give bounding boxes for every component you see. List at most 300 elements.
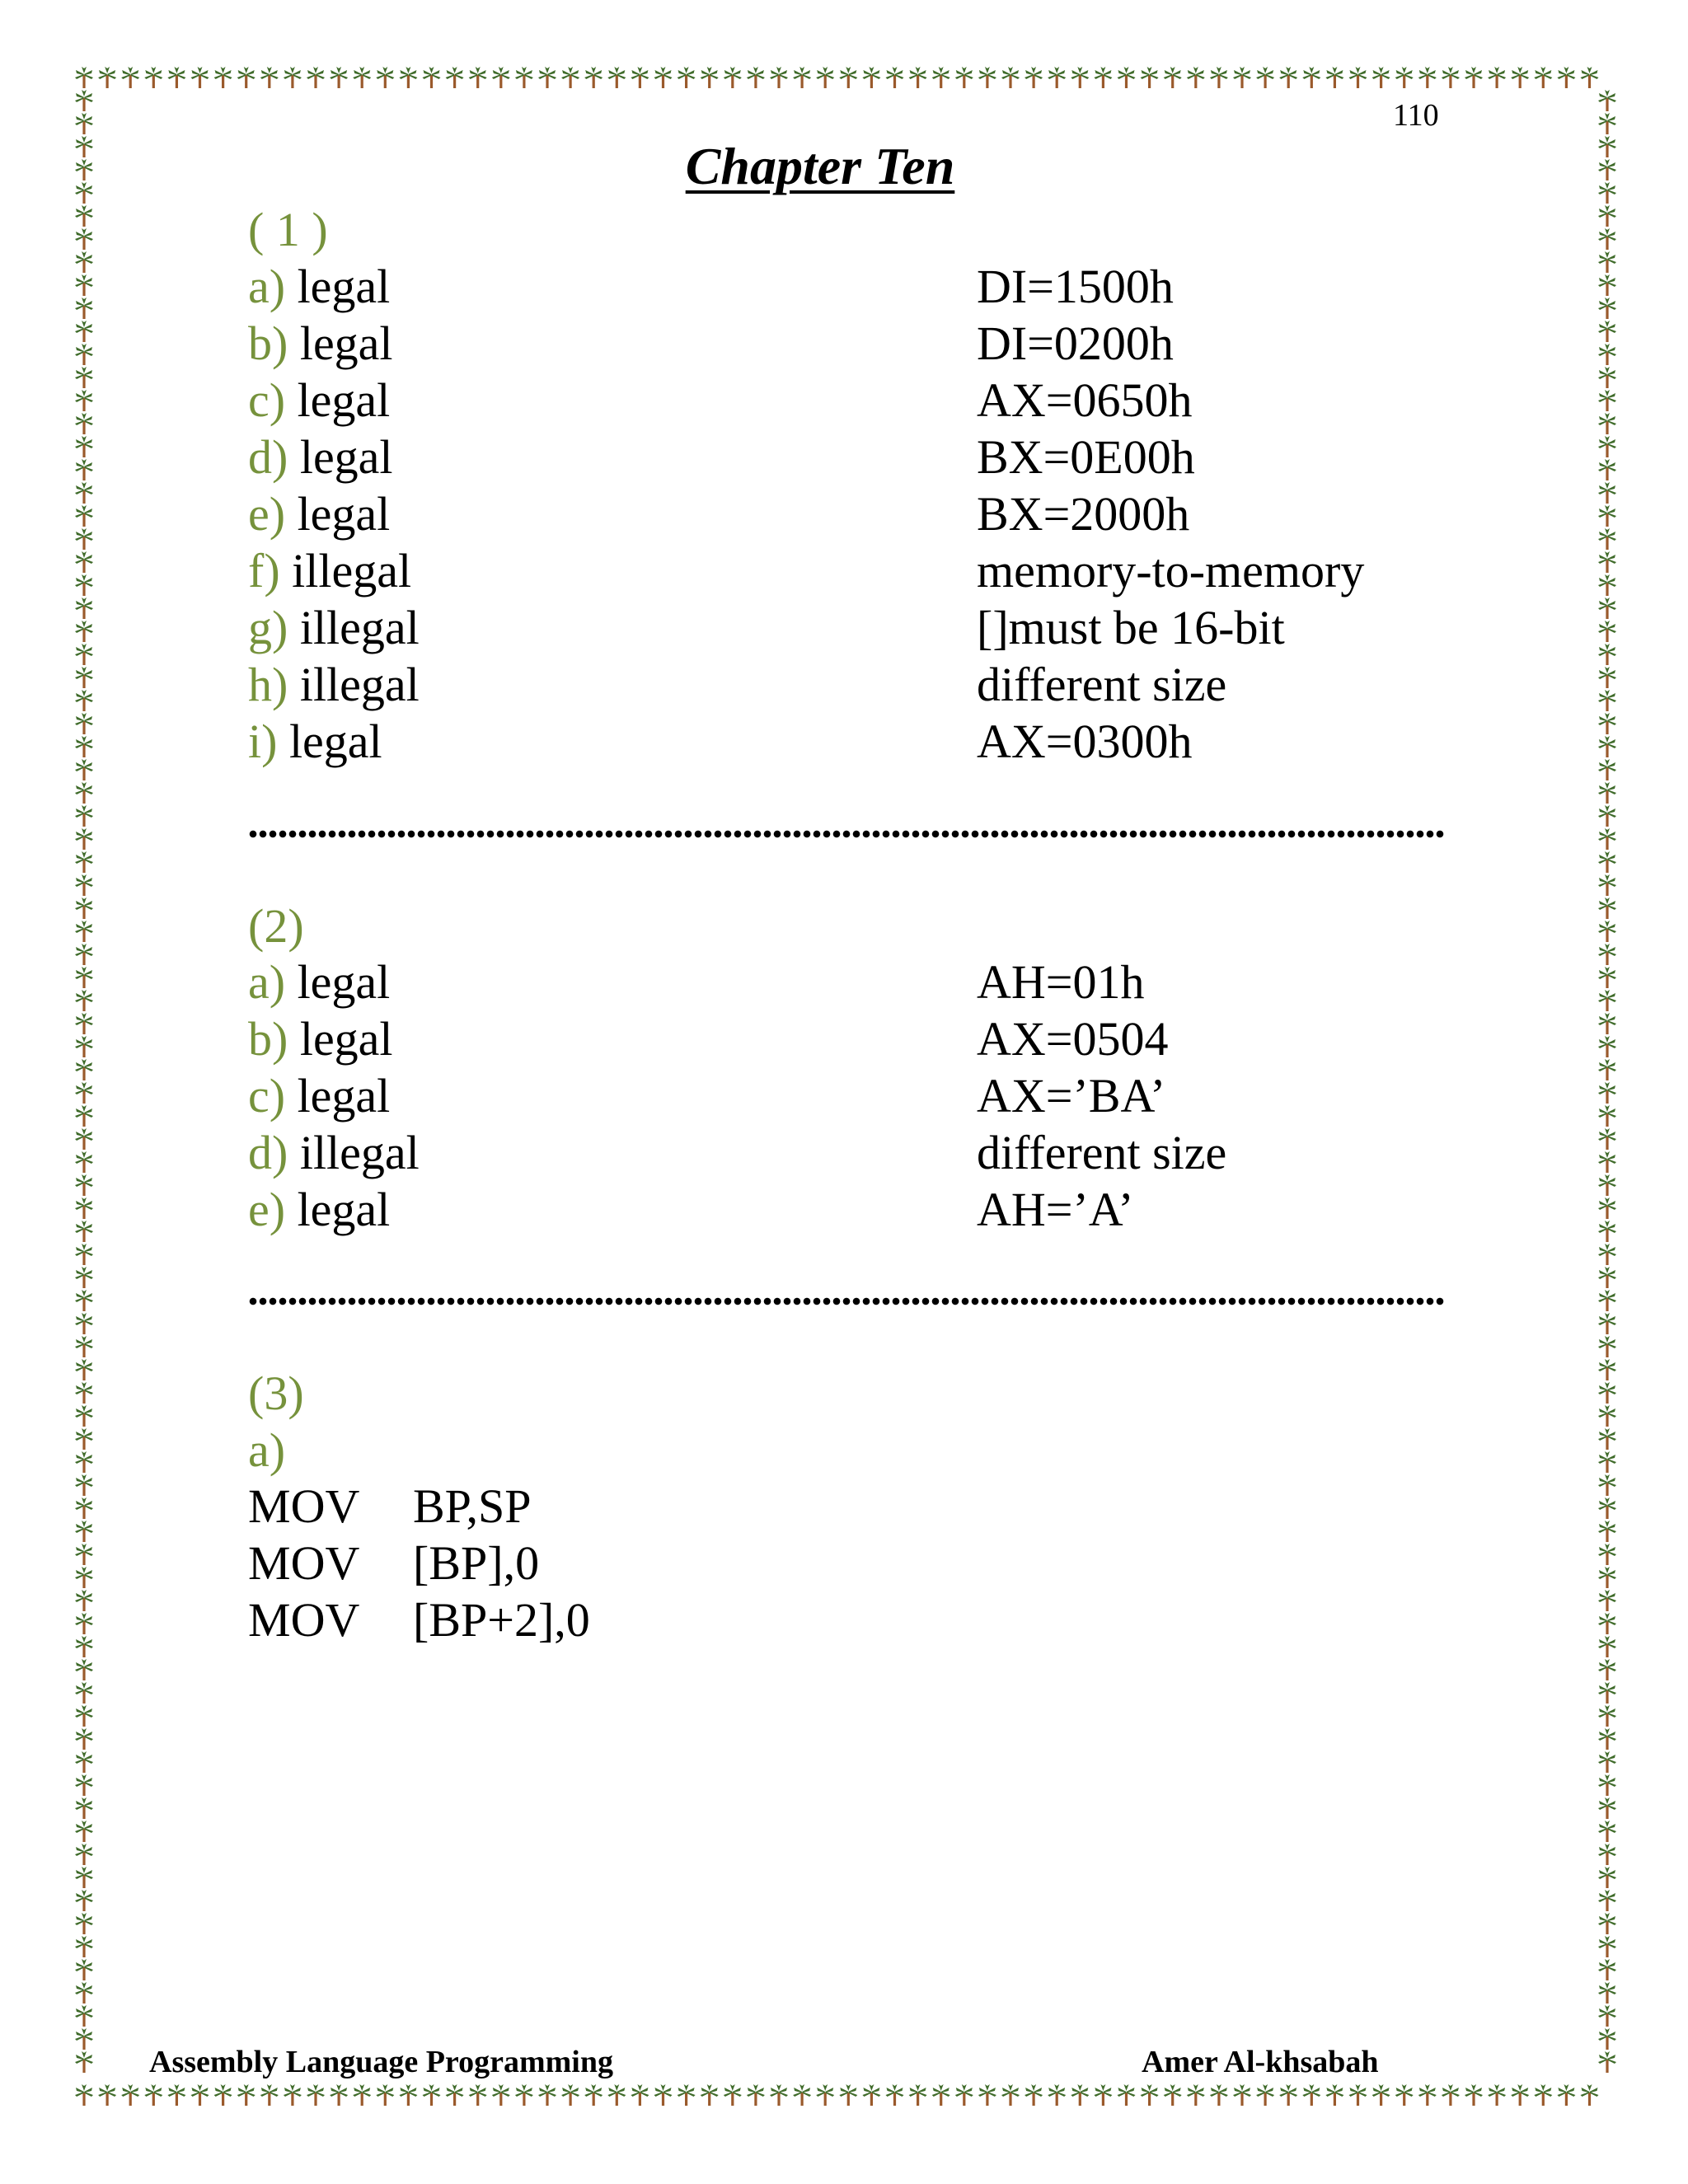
palm-tree-ornament: [538, 67, 556, 88]
palm-tree-ornament: [423, 2084, 441, 2106]
palm-tree-ornament: [955, 2084, 973, 2106]
palm-tree-ornament: [1118, 67, 1136, 88]
palm-tree-ornament: [214, 67, 232, 88]
palm-tree-ornament: [1598, 1359, 1616, 1380]
palm-tree-ornament: [1325, 67, 1343, 88]
palm-tree-ornament: [1048, 2084, 1066, 2106]
palm-tree-ornament: [330, 67, 348, 88]
palm-tree-ornament: [1302, 2084, 1320, 2106]
palm-tree-ornament: [1598, 274, 1616, 296]
palm-tree-ornament: [75, 1982, 93, 2004]
palm-tree-ornament: [75, 205, 93, 227]
palm-tree-ornament: [75, 1451, 93, 1473]
palm-tree-ornament: [1279, 2084, 1297, 2106]
palm-tree-ornament: [1598, 921, 1616, 942]
dotted-separator: [248, 829, 1445, 839]
palm-tree-ornament: [1349, 2084, 1367, 2106]
palm-tree-ornament: [1442, 2084, 1460, 2106]
palm-tree-ornament: [631, 67, 649, 88]
palm-tree-ornament: [330, 2084, 348, 2106]
palm-tree-ornament: [1598, 1521, 1616, 1542]
palm-tree-ornament: [75, 782, 93, 804]
palm-tree-ornament: [75, 1890, 93, 1911]
palm-tree-ornament: [1598, 413, 1616, 434]
palm-tree-ornament: [1598, 1636, 1616, 1657]
item-letter: b): [248, 1012, 288, 1066]
item-verdict: legal: [297, 373, 391, 427]
palm-tree-ornament: [1598, 1059, 1616, 1080]
answer-row-1g: [248, 599, 1443, 656]
palm-tree-ornament: [654, 67, 673, 88]
palm-tree-ornament: [399, 67, 417, 88]
palm-tree-ornament: [978, 2084, 996, 2106]
palm-tree-ornament: [98, 2084, 116, 2106]
palm-tree-ornament: [75, 1521, 93, 1542]
palm-tree-ornament: [1598, 1105, 1616, 1127]
palm-tree-ornament: [75, 1382, 93, 1404]
palm-tree-ornament: [816, 2084, 834, 2106]
palm-tree-ornament: [1598, 1013, 1616, 1034]
palm-tree-ornament: [1511, 67, 1529, 88]
palm-tree-ornament: [307, 2084, 325, 2106]
palm-tree-ornament: [747, 67, 765, 88]
item-letter: f): [248, 544, 280, 598]
palm-tree-ornament: [955, 67, 973, 88]
palm-tree-ornament: [75, 1221, 93, 1242]
code-operand: [BP],0: [413, 1536, 540, 1590]
palm-tree-ornament: [75, 621, 93, 642]
code-line-2: [248, 1535, 540, 1591]
palm-tree-ornament: [75, 1359, 93, 1380]
footer-author: Amer Al-khsabah: [1142, 2045, 1379, 2079]
item-letter: c): [248, 1069, 286, 1122]
palm-tree-ornament: [1598, 113, 1616, 134]
palm-tree-ornament: [1598, 390, 1616, 411]
palm-tree-ornament: [816, 67, 834, 88]
palm-tree-ornament: [75, 459, 93, 480]
palm-tree-ornament: [75, 228, 93, 250]
palm-tree-ornament: [75, 1613, 93, 1634]
palm-tree-ornament: [1598, 782, 1616, 804]
palm-tree-ornament: [1598, 1382, 1616, 1404]
palm-tree-ornament: [75, 667, 93, 688]
palm-tree-ornament: [75, 1682, 93, 1704]
palm-tree-ornament: [978, 67, 996, 88]
palm-tree-ornament: [1465, 67, 1483, 88]
palm-tree-ornament: [75, 1267, 93, 1288]
palm-tree-ornament: [75, 2084, 93, 2106]
palm-tree-ornament: [1511, 2084, 1529, 2106]
code-line-1: [248, 1478, 532, 1535]
palm-tree-ornament: [75, 90, 93, 111]
palm-tree-ornament: [1598, 598, 1616, 619]
palm-tree-ornament: [75, 1128, 93, 1150]
palm-tree-ornament: [353, 67, 371, 88]
item-verdict: legal: [297, 955, 391, 1009]
palm-tree-ornament: [1256, 2084, 1274, 2106]
palm-tree-ornament: [75, 1636, 93, 1657]
palm-tree-ornament: [1598, 1151, 1616, 1173]
palm-tree-ornament: [75, 1821, 93, 1842]
palm-tree-ornament: [75, 1244, 93, 1265]
palm-tree-ornament: [1598, 644, 1616, 665]
palm-tree-ornament: [75, 436, 93, 457]
palm-tree-ornament: [770, 2084, 788, 2106]
palm-tree-ornament: [862, 2084, 880, 2106]
footer-book-title: Assembly Language Programming: [149, 2045, 613, 2079]
palm-tree-ornament: [584, 2084, 603, 2106]
palm-tree-ornament: [1598, 2005, 1616, 2027]
palm-tree-ornament: [1598, 1705, 1616, 1727]
palm-tree-ornament: [1071, 2084, 1089, 2106]
item-letter: e): [248, 1183, 286, 1236]
palm-tree-ornament: [1598, 551, 1616, 573]
item-letter: e): [248, 487, 286, 541]
item-result: different size: [977, 1126, 1227, 1179]
code-opcode: MOV: [248, 1536, 360, 1590]
dotted-separator: [248, 1296, 1445, 1306]
palm-tree-ornament: [1164, 67, 1182, 88]
section-2-heading: (2): [248, 899, 304, 953]
palm-tree-ornament: [75, 528, 93, 550]
palm-tree-ornament: [1598, 967, 1616, 988]
palm-tree-ornament: [446, 2084, 464, 2106]
palm-tree-ornament: [75, 1336, 93, 1357]
palm-tree-ornament: [654, 2084, 673, 2106]
palm-tree-ornament: [909, 67, 927, 88]
palm-tree-ornament: [75, 1774, 93, 1796]
palm-tree-ornament: [1279, 67, 1297, 88]
palm-tree-ornament: [492, 2084, 510, 2106]
item-result: DI=1500h: [977, 260, 1174, 313]
palm-tree-ornament: [631, 2084, 649, 2106]
palm-tree-ornament: [1598, 1451, 1616, 1473]
palm-tree-ornament: [1598, 1290, 1616, 1311]
palm-tree-ornament: [284, 2084, 302, 2106]
palm-tree-ornament: [1598, 1890, 1616, 1911]
answer-row-2e: [248, 1181, 1443, 1238]
palm-tree-ornament: [1598, 713, 1616, 734]
palm-tree-ornament: [75, 1405, 93, 1427]
palm-tree-ornament: [75, 2005, 93, 2027]
palm-tree-ornament: [1598, 1405, 1616, 1427]
palm-tree-ornament: [446, 67, 464, 88]
palm-tree-ornament: [1598, 205, 1616, 227]
item-result: different size: [977, 658, 1227, 711]
palm-tree-ornament: [1094, 2084, 1112, 2106]
palm-tree-ornament: [75, 898, 93, 919]
palm-tree-ornament: [75, 1105, 93, 1127]
palm-tree-ornament: [75, 1197, 93, 1219]
palm-tree-ornament: [75, 1313, 93, 1334]
palm-tree-ornament: [886, 2084, 904, 2106]
palm-tree-ornament: [75, 967, 93, 988]
palm-tree-ornament: [1598, 990, 1616, 1011]
code-operand: BP,SP: [413, 1479, 532, 1533]
answer-row-1c: [248, 372, 1443, 429]
palm-tree-ornament: [1598, 1544, 1616, 1565]
palm-tree-ornament: [75, 1867, 93, 1888]
palm-tree-ornament: [1598, 828, 1616, 850]
palm-tree-ornament: [584, 67, 603, 88]
palm-tree-ornament: [1598, 528, 1616, 550]
palm-tree-ornament: [75, 344, 93, 365]
palm-tree-ornament: [75, 1428, 93, 1450]
palm-tree-ornament: [353, 2084, 371, 2106]
palm-tree-ornament: [1598, 898, 1616, 919]
item-letter: d): [248, 430, 288, 484]
chapter-title: Chapter Ten: [685, 137, 955, 195]
palm-tree-ornament: [1302, 67, 1320, 88]
answer-row-2b: [248, 1010, 1443, 1067]
palm-tree-ornament: [75, 598, 93, 619]
palm-tree-ornament: [678, 2084, 696, 2106]
palm-tree-ornament: [423, 67, 441, 88]
palm-tree-ornament: [469, 2084, 487, 2106]
palm-tree-ornament: [75, 113, 93, 134]
palm-tree-ornament: [839, 67, 857, 88]
item-letter: c): [248, 373, 286, 427]
code-opcode: MOV: [248, 1593, 360, 1647]
palm-tree-ornament: [1118, 2084, 1136, 2106]
palm-tree-ornament: [1598, 1728, 1616, 1750]
palm-tree-ornament: [75, 1290, 93, 1311]
item-result: AH=’A’: [977, 1183, 1134, 1236]
palm-tree-ornament: [75, 1544, 93, 1565]
item-verdict: illegal: [299, 601, 420, 654]
item-result: AX=0650h: [977, 373, 1193, 427]
answer-row-1d: [248, 429, 1443, 485]
section-3-heading: (3): [248, 1366, 304, 1420]
palm-tree-ornament: [75, 413, 93, 434]
palm-tree-ornament: [932, 67, 950, 88]
item-result: AX=0504: [977, 1012, 1169, 1066]
answer-row-1b: [248, 315, 1443, 372]
answer-row-2d: [248, 1124, 1443, 1181]
palm-tree-ornament: [75, 298, 93, 319]
palm-tree-ornament: [1488, 67, 1506, 88]
palm-tree-ornament: [1598, 228, 1616, 250]
palm-tree-ornament: [1442, 67, 1460, 88]
palm-tree-ornament: [75, 874, 93, 896]
palm-tree-ornament: [492, 67, 510, 88]
palm-tree-ornament: [1598, 298, 1616, 319]
palm-tree-ornament: [75, 921, 93, 942]
palm-tree-ornament: [1025, 2084, 1043, 2106]
palm-tree-ornament: [75, 1174, 93, 1196]
palm-tree-ornament: [75, 574, 93, 596]
palm-tree-ornament: [1598, 1590, 1616, 1611]
palm-tree-ornament: [75, 1082, 93, 1104]
palm-tree-ornament: [1395, 67, 1414, 88]
palm-tree-ornament: [1598, 1036, 1616, 1057]
item-verdict: legal: [299, 316, 393, 370]
palm-tree-ornament: [75, 274, 93, 296]
palm-tree-ornament: [75, 690, 93, 711]
palm-tree-ornament: [1349, 67, 1367, 88]
item-letter: a): [248, 955, 286, 1009]
palm-tree-ornament: [75, 1567, 93, 1588]
palm-tree-ornament: [1598, 1497, 1616, 1519]
palm-tree-ornament: [75, 1659, 93, 1680]
palm-tree-ornament: [538, 2084, 556, 2106]
palm-tree-ornament: [1598, 1267, 1616, 1288]
palm-tree-ornament: [1325, 2084, 1343, 2106]
palm-tree-ornament: [75, 1959, 93, 1980]
item-result: AX=0300h: [977, 715, 1193, 768]
palm-tree-ornament: [75, 736, 93, 757]
palm-tree-ornament: [701, 2084, 719, 2106]
palm-tree-ornament: [75, 1013, 93, 1034]
palm-tree-ornament: [75, 1474, 93, 1496]
palm-tree-ornament: [75, 1751, 93, 1773]
palm-tree-ornament: [75, 321, 93, 342]
answer-row-1e: [248, 485, 1443, 542]
palm-tree-ornament: [515, 67, 533, 88]
answer-row-1i: [248, 713, 1443, 770]
item-verdict: legal: [297, 260, 391, 313]
palm-tree-ornament: [75, 1036, 93, 1057]
answer-row-2a: [248, 954, 1443, 1010]
item-result: DI=0200h: [977, 316, 1174, 370]
palm-tree-ornament: [237, 67, 256, 88]
palm-tree-ornament: [909, 2084, 927, 2106]
palm-tree-ornament: [75, 1151, 93, 1173]
palm-tree-ornament: [886, 67, 904, 88]
palm-tree-ornament: [260, 2084, 279, 2106]
item-verdict: legal: [297, 1069, 391, 1122]
answer-row-1a: [248, 258, 1443, 315]
palm-tree-ornament: [191, 67, 209, 88]
item-letter: g): [248, 601, 288, 654]
palm-tree-ornament: [678, 67, 696, 88]
palm-tree-ornament: [1598, 805, 1616, 827]
palm-tree-ornament: [75, 67, 93, 88]
palm-tree-ornament: [75, 505, 93, 527]
item-letter: h): [248, 658, 288, 711]
palm-tree-ornament: [607, 67, 626, 88]
palm-tree-ornament: [1418, 2084, 1437, 2106]
palm-tree-ornament: [237, 2084, 256, 2106]
palm-tree-ornament: [1233, 67, 1251, 88]
palm-tree-ornament: [1598, 505, 1616, 527]
palm-tree-ornament: [191, 2084, 209, 2106]
palm-tree-ornament: [75, 759, 93, 780]
palm-tree-ornament: [1001, 67, 1020, 88]
palm-tree-ornament: [1187, 67, 1205, 88]
item-verdict: illegal: [299, 658, 420, 711]
palm-tree-ornament: [1534, 2084, 1552, 2106]
palm-tree-ornament: [75, 251, 93, 273]
palm-tree-ornament: [1598, 944, 1616, 965]
palm-tree-ornament: [1372, 67, 1390, 88]
palm-tree-ornament: [770, 67, 788, 88]
palm-tree-ornament: [1598, 1936, 1616, 1957]
palm-tree-ornament: [1187, 2084, 1205, 2106]
palm-tree-ornament: [1141, 67, 1159, 88]
palm-tree-ornament: [75, 367, 93, 388]
palm-tree-ornament: [1534, 67, 1552, 88]
item-result: AX=’BA’: [977, 1069, 1166, 1122]
palm-tree-ornament: [75, 1797, 93, 1819]
item-verdict: illegal: [299, 1126, 420, 1179]
palm-tree-ornament: [167, 67, 185, 88]
palm-tree-ornament: [1598, 1751, 1616, 1773]
palm-tree-ornament: [607, 2084, 626, 2106]
palm-tree-ornament: [1557, 2084, 1575, 2106]
answer-row-2c: [248, 1067, 1443, 1124]
palm-tree-ornament: [75, 944, 93, 965]
palm-tree-ornament: [1598, 1428, 1616, 1450]
item-verdict: legal: [297, 487, 391, 541]
palm-tree-ornament: [862, 67, 880, 88]
palm-tree-ornament: [1598, 851, 1616, 873]
palm-tree-ornament: [1048, 67, 1066, 88]
palm-tree-ornament: [1598, 1474, 1616, 1496]
palm-tree-ornament: [1598, 321, 1616, 342]
palm-tree-ornament: [121, 67, 139, 88]
palm-tree-ornament: [724, 67, 742, 88]
palm-tree-ornament: [75, 1936, 93, 1957]
palm-tree-ornament: [1598, 1821, 1616, 1842]
palm-tree-ornament: [1598, 1982, 1616, 2004]
code-operand: [BP+2],0: [413, 1593, 590, 1647]
palm-tree-ornament: [724, 2084, 742, 2106]
palm-tree-ornament: [839, 2084, 857, 2106]
palm-tree-ornament: [1598, 1613, 1616, 1634]
palm-tree-ornament: [1598, 1797, 1616, 1819]
item-verdict: legal: [297, 1183, 391, 1236]
palm-tree-ornament: [932, 2084, 950, 2106]
palm-tree-ornament: [1001, 2084, 1020, 2106]
palm-tree-ornament: [75, 1705, 93, 1727]
palm-tree-ornament: [75, 2051, 93, 2073]
palm-tree-ornament: [307, 67, 325, 88]
code-line-3: [248, 1591, 590, 1648]
palm-tree-ornament: [75, 1059, 93, 1080]
palm-tree-ornament: [399, 2084, 417, 2106]
palm-tree-ornament: [515, 2084, 533, 2106]
palm-tree-ornament: [1581, 2084, 1599, 2106]
palm-tree-ornament: [214, 2084, 232, 2106]
palm-tree-ornament: [1598, 1682, 1616, 1704]
palm-tree-ornament: [121, 2084, 139, 2106]
palm-tree-ornament: [1598, 1659, 1616, 1680]
palm-tree-ornament: [1598, 1844, 1616, 1865]
palm-tree-ornament: [260, 67, 279, 88]
item-verdict: legal: [299, 430, 393, 484]
palm-tree-ornament: [1025, 67, 1043, 88]
palm-tree-ornament: [144, 2084, 162, 2106]
palm-tree-ornament: [1598, 459, 1616, 480]
palm-tree-ornament: [75, 1728, 93, 1750]
palm-tree-ornament: [75, 1590, 93, 1611]
palm-tree-ornament: [1598, 1336, 1616, 1357]
palm-tree-ornament: [75, 1497, 93, 1519]
item-verdict: illegal: [292, 544, 412, 598]
palm-tree-ornament: [469, 67, 487, 88]
section-1-heading: ( 1 ): [248, 203, 328, 256]
palm-tree-ornament: [1581, 67, 1599, 88]
palm-tree-ornament: [701, 67, 719, 88]
palm-tree-ornament: [1598, 1244, 1616, 1265]
item-result: memory-to-memory: [977, 544, 1365, 598]
palm-tree-ornament: [1598, 574, 1616, 596]
palm-tree-ornament: [1598, 736, 1616, 757]
palm-tree-ornament: [1598, 1174, 1616, 1196]
palm-tree-ornament: [1557, 67, 1575, 88]
palm-tree-ornament: [75, 390, 93, 411]
